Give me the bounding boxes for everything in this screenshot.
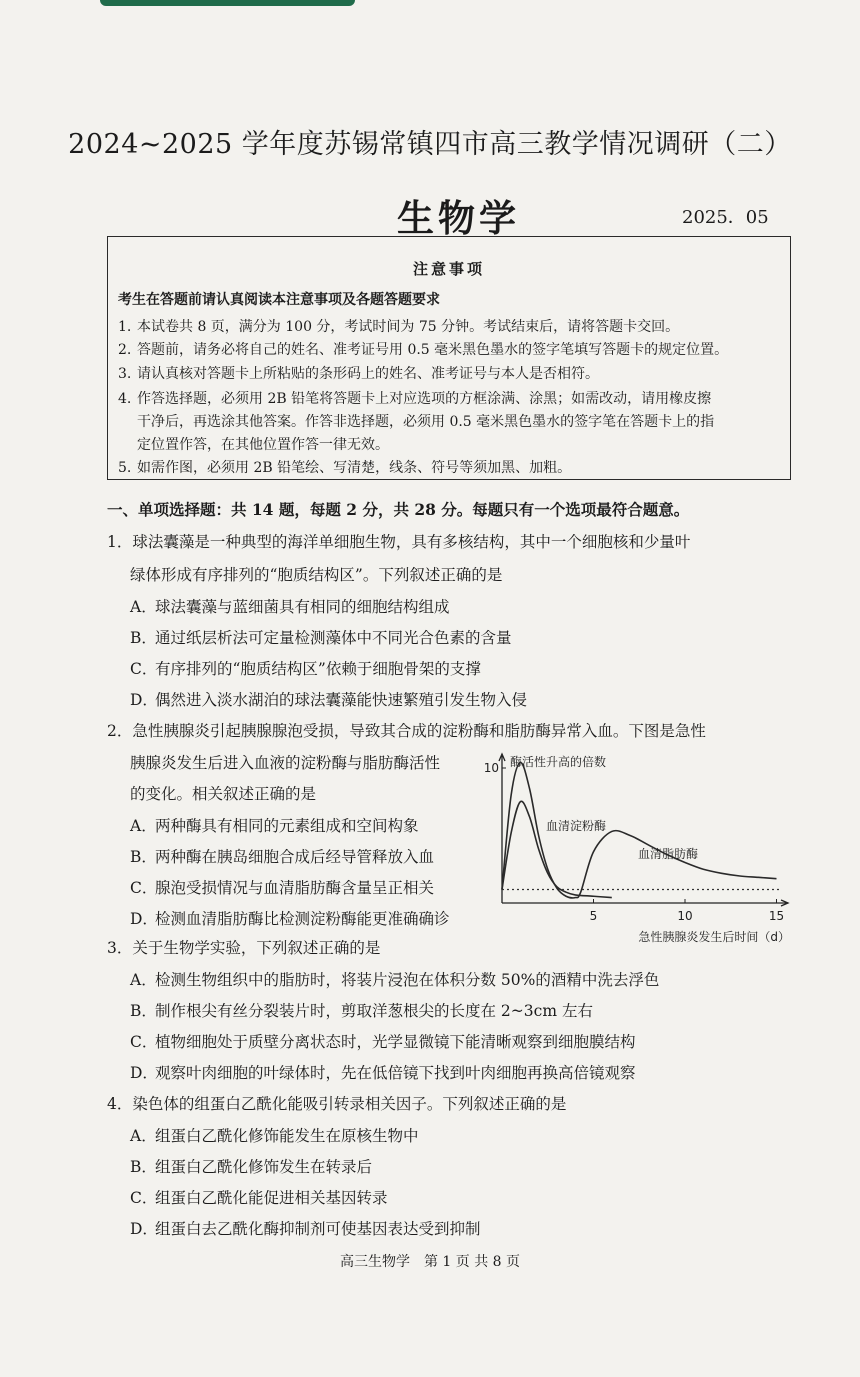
lipase-label: 血清脂肪酶 [638,847,699,861]
x-tick-label: 5 [589,909,598,923]
option-label: C． [130,879,158,897]
option-label: D． [130,1064,158,1082]
subject-title: 生物学 [397,196,520,240]
option-label: A． [130,1127,157,1145]
notice-item-text: 如需作图，必须用 2B 铅笔绘、写清楚，线条、符号等须加黑、加粗。 [137,460,572,476]
y-tick-label: 10 [483,761,499,775]
option-text: 通过纸层析法可定量检测藻体中不同光合色素的含量 [155,629,512,647]
option-text: 检测血清脂肪酶比检测淀粉酶能更准确确诊 [155,910,450,928]
option-text: 组蛋白去乙酰化酶抑制剂可使基因表达受到抑制 [155,1220,481,1238]
option-b [130,1000,593,1022]
exam-date: 2025．05 [682,207,769,228]
question-stem: 3．关于生物学实验，下列叙述正确的是 [107,939,381,957]
notice-intro: 考生在答题前请认真阅读本注意事项及各题答题要求 [118,292,440,308]
option-label: A． [130,598,157,616]
option-c [130,877,434,899]
option-d [130,1218,481,1240]
notice-item-num: 3. [118,366,132,382]
notice-box [107,236,791,480]
option-text: 植物细胞处于质壁分离状态时，光学显微镜下能清晰观察到细胞膜结构 [155,1033,636,1051]
option-c [130,658,481,680]
notice-item-continuation: 定位置作答，在其他位置作答一律无效。 [137,437,389,453]
notice-item-num: 5. [118,460,132,476]
option-label: D． [130,1220,158,1238]
notice-title: 注意事项 [412,260,485,278]
question-stem: 1．球法囊藻是一种典型的海洋单细胞生物，具有多核结构，其中一个细胞核和少量叶 [107,533,691,551]
option-a [130,1125,419,1147]
option-label: C． [130,660,158,678]
option-text: 两种酶具有相同的元素组成和空间构象 [155,817,419,835]
option-text: 组蛋白乙酰化修饰发生在转录后 [155,1158,373,1176]
question-stem-continuation: 胰腺炎发生后进入血液的淀粉酶与脂肪酶活性 [130,754,441,772]
option-d [130,689,527,711]
option-text: 两种酶在胰岛细胞合成后经导管释放入血 [155,848,435,866]
notice-item-text: 作答选择题，必须用 2B 铅笔将答题卡上对应选项的方框涂满、涂黑；如需改动，请用橡皮擦 [137,391,712,407]
question-stem-continuation: 的变化。相关叙述正确的是 [130,785,317,803]
page-footer [0,1251,860,1271]
option-text: 检测生物组织中的脂肪时，将装片浸泡在体积分数 50%的酒精中洗去浮色 [155,971,660,989]
option-label: C． [130,1033,158,1051]
notice-item [118,339,728,362]
option-a [130,969,659,991]
x-tick-label: 10 [677,909,693,923]
notice-item-num: 2. [118,342,132,358]
question-stem-continuation: 绿体形成有序排列的“胞质结构区”。下列叙述正确的是 [130,566,503,584]
section-heading: 一、单项选择题：共 14 题，每题 2 分，共 28 分。每题只有一个选项最符合题意。 [107,500,690,519]
option-text: 组蛋白乙酰化能促进相关基因转录 [155,1189,388,1207]
option-c [130,1031,636,1053]
amylase-label: 血清淀粉酶 [546,819,607,833]
option-text: 球法囊藻与蓝细菌具有相同的细胞结构组成 [155,598,450,616]
question-stem: 4．染色体的组蛋白乙酰化能吸引转录相关因子。下列叙述正确的是 [107,1095,567,1113]
option-label: B． [130,848,157,866]
notice-item-text: 请认真核对答题卡上所粘贴的条形码上的姓名、准考证号与本人是否相符。 [137,366,599,382]
exam-title: 2024~2025 学年度苏锡常镇四市高三教学情况调研（二） [68,129,792,160]
option-text: 偶然进入淡水湖泊的球法囊藻能快速繁殖引发生物入侵 [155,691,528,709]
option-d [130,1062,636,1084]
notice-item [118,363,599,386]
option-b [130,627,512,649]
option-text: 观察叶肉细胞的叶绿体时，先在低倍镜下找到叶肉细胞再换高倍镜观察 [155,1064,636,1082]
option-label: D． [130,910,158,928]
top-color-bar [100,0,355,6]
option-a [130,596,450,618]
notice-item [118,457,571,480]
option-label: B． [130,1002,157,1020]
option-text: 组蛋白乙酰化修饰能发生在原核生物中 [155,1127,419,1145]
footer-page: 第 1 页 共 8 页 [423,1254,521,1270]
option-label: A． [130,817,157,835]
notice-item-text: 本试卷共 8 页，满分为 100 分，考试时间为 75 分钟。考试结束后，请将答题卡交回。 [137,319,680,335]
option-label: B． [130,1158,157,1176]
enzyme-activity-chart [483,748,795,953]
option-label: A． [130,971,157,989]
notice-item-continuation: 干净后，再选涂其他答案。作答非选择题，必须用 0.5 毫米黑色墨水的签字笔在答题卡上的指 [137,414,715,430]
notice-item [118,388,711,411]
y-axis-label: 酶活性升高的倍数 [510,755,607,769]
notice-item-num: 1. [118,319,132,335]
footer-subject: 高三生物学 [339,1254,410,1270]
option-c [130,1187,388,1209]
option-label: B． [130,629,157,647]
option-text: 制作根尖有丝分裂装片时，剪取洋葱根尖的长度在 2~3cm 左右 [155,1002,593,1020]
option-label: C． [130,1189,158,1207]
option-b [130,846,434,868]
option-text: 腺泡受损情况与血清脂肪酶含量呈正相关 [155,879,435,897]
x-tick-label: 15 [768,909,785,923]
option-text: 有序排列的“胞质结构区”依赖于细胞骨架的支撑 [155,660,481,678]
option-a [130,815,419,837]
x-axis-label: 急性胰腺炎发生后时间（d） [638,930,790,944]
option-label: D． [130,691,158,709]
notice-item [118,316,679,339]
option-d [130,908,450,930]
question-stem: 2．急性胰腺炎引起胰腺腺泡受损，导致其合成的淀粉酶和脂肪酶异常入血。下图是急性 [107,722,706,740]
notice-item-text: 答题前，请务必将自己的姓名、准考证号用 0.5 毫米黑色墨水的签字笔填写答题卡的规定位置。 [137,342,729,358]
option-b [130,1156,372,1178]
lipase-curve [502,763,777,898]
notice-item-num: 4. [118,391,132,407]
